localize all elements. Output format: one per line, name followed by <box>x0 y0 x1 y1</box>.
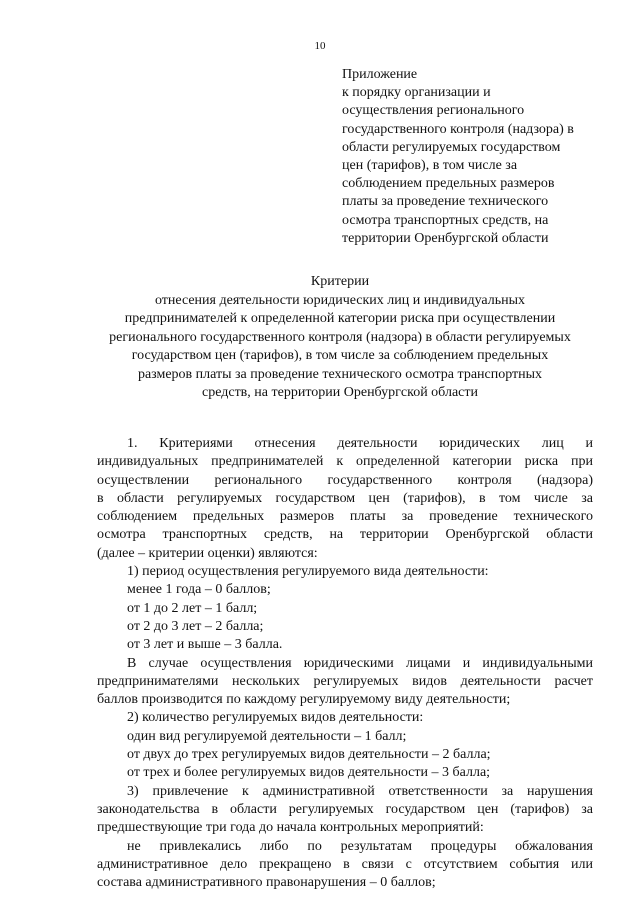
appendix-line: области регулируемых государством <box>342 139 561 155</box>
document-body <box>97 435 593 892</box>
appendix-line: осуществления регионального <box>342 103 525 119</box>
title-line: государством цен (тарифов), в том числе за соблюдением предельных <box>131 348 549 363</box>
appendix-line: платы за проведение технического <box>342 194 549 210</box>
criterion-option: от 2 до 3 лет – 2 балла; <box>127 618 264 634</box>
criterion-item: 3) привлечение к административной ответственности за нарушения <box>127 783 593 799</box>
criterion-item: предшествующие три года до начала контрольных мероприятий: <box>97 820 484 836</box>
appendix-line: цен (тарифов), в том числе за <box>342 158 518 174</box>
appendix-line: Приложение <box>342 67 418 82</box>
paragraph-line: В случае осуществления юридическими лицами и индивидуальными <box>127 655 593 671</box>
paragraph-line: в области регулируемых государством цен (тарифов), в том числе за <box>97 490 593 506</box>
title-line: размеров платы за проведение технического осмотра транспортных <box>137 366 543 382</box>
title-line: регионального государственного контроля (надзора) в области регулируемых <box>109 329 571 345</box>
paragraph-line: баллов производится по каждому регулируемому виду деятельности; <box>97 692 511 708</box>
criterion-item: 2) количество регулируемых видов деятельности: <box>127 710 424 726</box>
document-title <box>80 273 600 403</box>
criterion-option: один вид регулируемой деятельности – 1 балл; <box>127 728 407 744</box>
title-heading: Критерии <box>310 274 370 289</box>
criterion-option: от 1 до 2 лет – 1 балл; <box>127 600 258 616</box>
title-line: средств, на территории Оренбургской области <box>201 385 478 400</box>
appendix-line: осмотра транспортных средств, на <box>342 212 549 228</box>
criterion-option: административное дело прекращено в связи с отсутствием события или <box>97 856 593 872</box>
appendix-note <box>342 66 602 248</box>
criterion-option: менее 1 года – 0 баллов; <box>127 582 271 598</box>
criterion-option: от 3 лет и выше – 3 балла. <box>127 637 283 653</box>
paragraph-line: осмотра транспортных средств, на территории Оренбургской области <box>97 527 593 543</box>
paragraph-line: осуществлении регионального государственного контроля (надзора) <box>97 472 593 488</box>
title-line: отнесения деятельности юридических лиц и индивидуальных <box>154 292 526 308</box>
criterion-option: от двух до трех регулируемых видов деятельности – 2 балла; <box>127 747 491 763</box>
paragraph-line: предпринимателями нескольких регулируемых видов деятельности расчет <box>97 673 593 689</box>
paragraph-line: 1. Критериями отнесения деятельности юридических лиц и <box>127 436 593 451</box>
criterion-option: от трех и более регулируемых видов деятельности – 3 балла; <box>127 765 491 781</box>
paragraph-line: соблюдением предельных размеров платы за проведение технического <box>97 509 593 525</box>
criterion-item: 1) период осуществления регулируемого вида деятельности: <box>127 564 489 580</box>
criterion-option: не привлекались либо по результатам процедуры обжалования <box>127 838 593 854</box>
page-number: 10 <box>314 40 326 52</box>
paragraph-line: индивидуальных предпринимателей к определенной категории риска при <box>97 454 593 470</box>
appendix-line: территории Оренбургской области <box>342 230 549 246</box>
criterion-item: законодательства в области регулируемых государством цен (тарифов) за <box>97 801 593 817</box>
criterion-option: состава административного правонарушения – 0 баллов; <box>97 875 436 891</box>
title-line: предпринимателей к определенной категории риска при осуществлении <box>124 311 556 326</box>
appendix-line: государственного контроля (надзора) в <box>342 121 574 137</box>
appendix-line: к порядку организации и <box>342 85 491 101</box>
paragraph-line: (далее – критерии оценки) являются: <box>97 545 318 561</box>
appendix-line: соблюдением предельных размеров <box>342 176 555 192</box>
